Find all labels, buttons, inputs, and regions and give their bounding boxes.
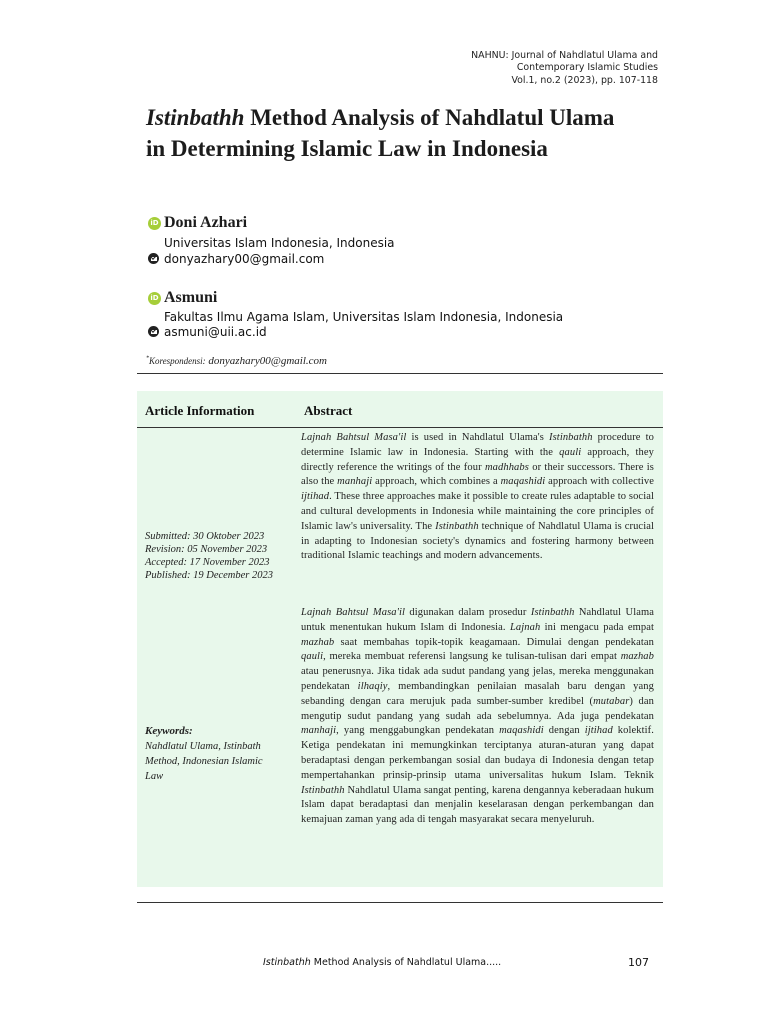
correspondence-note	[146, 355, 327, 367]
abstract-text: approach with collective	[545, 476, 654, 488]
abstract-italic-term: ijtihad	[584, 725, 613, 737]
abstract-text: is used in Nahdlatul Ulama's	[406, 432, 550, 443]
abstract-text: , mereka membuat referensi langsung ke tulisan-tulisan dari empat	[323, 651, 621, 663]
abstract-italic-term: Istinbathh	[549, 432, 593, 443]
top-divider	[137, 373, 663, 374]
abstract-text: Nahdlatul Ulama sangat penting, karena dengannya keberadaan hukum Islam dapat beradaptasi dan menjalin keselarasan dengan perkembangan dan kemajuan zaman yang ada di tengah masyarakat secara menyeluruh.	[301, 784, 654, 826]
abstract-heading: Abstract	[304, 403, 353, 418]
envelope-icon	[148, 326, 159, 337]
author-email-2[interactable]	[148, 325, 267, 339]
abstract-text: ) dan mengutip sudut pandang yang sudah ada sebelumnya. Ada juga pendekatan	[301, 695, 654, 722]
footer-running-title	[263, 957, 501, 968]
abstract-text: , membandingkan penilaian masalah baru dengan yang sebanding dengan cara merujuk pada sumber-sumber kredibel (	[301, 680, 654, 707]
abstract-italic-term: madhhabs	[484, 461, 529, 473]
correspondence-email[interactable]: donyazhary00@gmail.com	[205, 355, 327, 367]
page-number: 107	[628, 956, 649, 969]
abstract-text: or their successors. There is also the	[301, 461, 654, 488]
abstract-text: atau penerusnya. Jika tidak ada sudut pandang yang jelas, mereka menggunakan pendekatan	[301, 666, 654, 692]
footer-title-italic: Istinbathh	[263, 957, 311, 968]
footer-title-rest: Method Analysis of Nahdlatul Ulama.....	[310, 957, 502, 968]
abstract-italic-term: Istinbathh	[530, 607, 575, 618]
journal-name-line1: NAHNU: Journal of Nahdlatul Ulama and	[471, 50, 658, 61]
abstract-text: digunakan dalam prosedur	[405, 607, 531, 618]
date-submitted: Submitted: 30 Oktober 2023	[145, 531, 265, 542]
article-info-heading: Article Information	[145, 403, 255, 418]
date-revision: Revision: 05 November 2023	[145, 544, 268, 555]
abstract-italic-term: Istinbathh	[435, 520, 479, 532]
header-divider	[137, 427, 663, 428]
abstract-italic-term: Istinbathh	[301, 784, 345, 796]
abstract-indonesian	[301, 606, 654, 828]
abstract-italic-term: qauli	[301, 651, 324, 663]
abstract-italic-term: manhaji	[301, 725, 337, 737]
date-accepted: Accepted: 17 November 2023	[145, 557, 270, 568]
abstract-italic-term: Lajnah Bahtsul Masa'il	[301, 432, 407, 443]
abstract-text: procedure to determine Islamic law in Indonesia. Starting with the	[301, 432, 654, 458]
abstract-italic-term: mazhab	[301, 636, 335, 648]
abstract-italic-term: mutabar	[593, 695, 630, 707]
journal-name-line2: Contemporary Islamic Studies	[516, 62, 658, 74]
abstract-english	[301, 431, 654, 564]
correspondence-label: Korespondensi:	[149, 356, 206, 366]
abstract-italic-term: ijtihad	[301, 491, 330, 503]
author-name-2[interactable]	[148, 289, 217, 307]
abstract-text: ini mengacu pada empat	[540, 621, 654, 633]
abstract-text: saat membahas topik-topik keagamaan. Dimulai dengan pendekatan	[334, 636, 654, 648]
author-name-1[interactable]	[148, 214, 247, 232]
abstract-italic-term: Lajnah	[509, 621, 541, 633]
journal-volume: Vol.1, no.2 (2023), pp. 107-118	[511, 74, 658, 86]
keywords-label: Keywords:	[145, 725, 193, 737]
abstract-text: dengan	[543, 725, 585, 737]
abstract-italic-term: maqashidi	[500, 476, 546, 488]
journal-header	[471, 50, 658, 87]
author-email-text[interactable]: donyazhary00@gmail.com	[164, 252, 325, 266]
publication-dates	[145, 530, 273, 582]
author-email-1[interactable]	[148, 252, 324, 266]
title-italic: Istinbathh	[146, 105, 245, 130]
correspondence-mark: *	[146, 355, 149, 362]
author-email-text[interactable]: asmuni@uii.ac.id	[164, 325, 267, 339]
abstract-italic-term: ilhaqiy	[357, 680, 388, 692]
abstract-italic-term: maqashidi	[499, 725, 544, 737]
orcid-icon[interactable]: iD	[148, 217, 161, 230]
abstract-text: approach, they directly reference the writings of the four	[301, 446, 654, 473]
orcid-icon[interactable]: iD	[148, 292, 161, 305]
author-affiliation-1: Universitas Islam Indonesia, Indonesia	[164, 236, 395, 250]
author-name-text: Asmuni	[164, 289, 218, 306]
abstract-italic-term: manhaji	[337, 476, 373, 488]
envelope-icon	[148, 253, 159, 264]
title-rest: Method Analysis of Nahdlatul Ulama in Determining Islamic Law in Indonesia	[146, 105, 615, 161]
author-affiliation-2: Fakultas Ilmu Agama Islam, Universitas Islam Indonesia, Indonesia	[164, 310, 564, 324]
abstract-text: approach, which combines a	[372, 476, 501, 488]
abstract-text: , yang menggabungkan pendekatan	[336, 725, 500, 737]
article-title	[146, 102, 626, 164]
abstract-italic-term: qauli	[559, 446, 582, 458]
date-published: Published: 19 December 2023	[145, 570, 274, 581]
bottom-divider	[137, 902, 663, 903]
abstract-text: technique of Nahdlatul Ulama is crucial in adapting to Indonesian society's dynamics and fostering harmony between traditional Islamic teachings and modern advancements.	[301, 520, 654, 562]
abstract-text: Nahdlatul Ulama untuk menentukan hukum Islam di Indonesia.	[301, 607, 654, 633]
keywords-list: Nahdlatul Ulama, Istinbath Method, Indonesian Islamic Law	[145, 741, 263, 782]
abstract-italic-term: Lajnah Bahtsul Masa'il	[301, 607, 406, 618]
author-name-text: Doni Azhari	[164, 214, 248, 231]
abstract-text: kolektif. Ketiga pendekatan ini memungkinkan terciptanya aturan-aturan yang dapat beradaptasi dengan perkembangan sosial dan budaya di Indonesia dengan tetap mempertahankan prinsip-prinsip utama universalitas hukum Islam. Teknik	[301, 725, 654, 781]
abstract-italic-term: mazhab	[620, 651, 654, 663]
abstract-text: . These three approaches make it possible to create rules adaptable to social and cultural developments in Indonesia while maintaining the core principles of Islamic law's universality. The	[301, 491, 654, 532]
